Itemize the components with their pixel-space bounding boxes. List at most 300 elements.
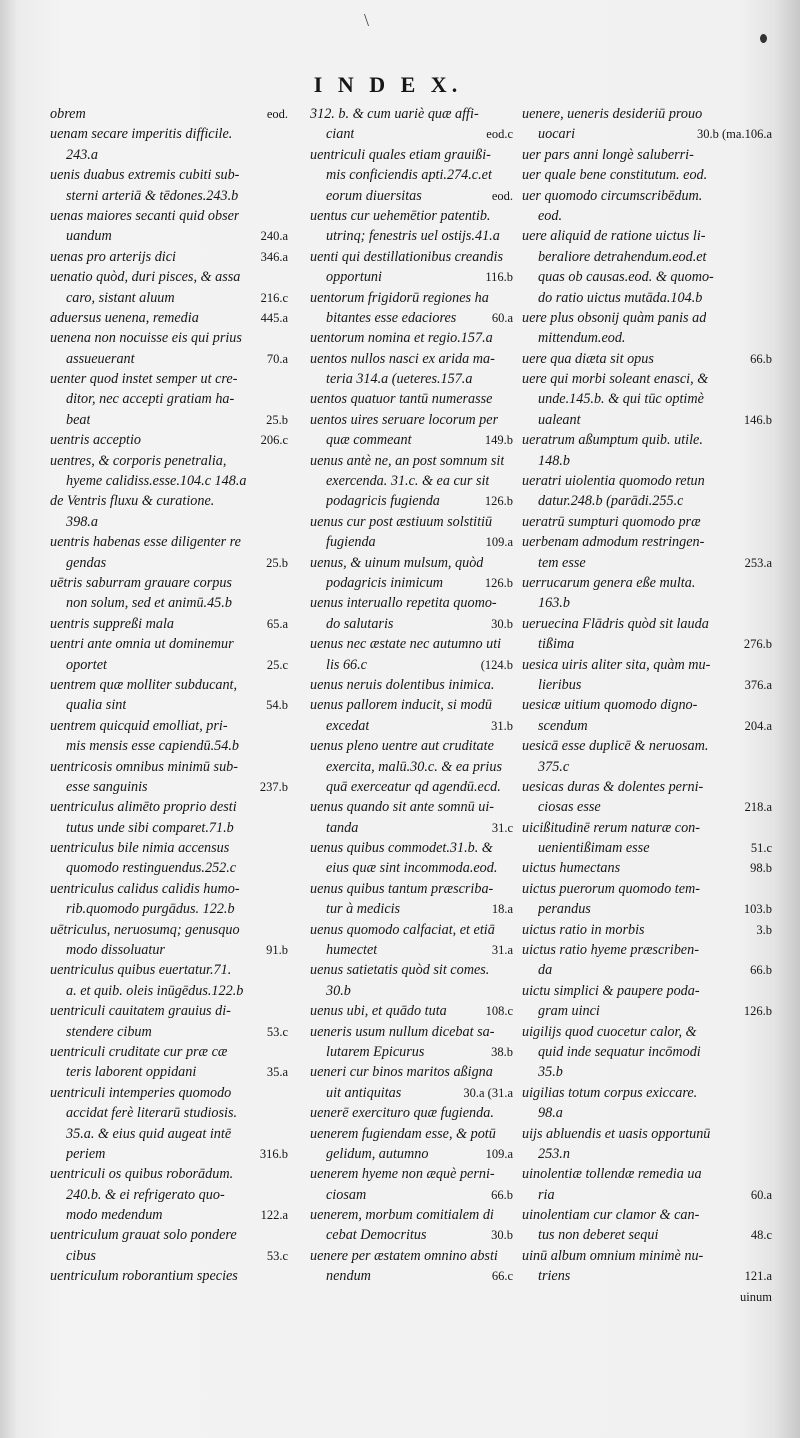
index-column-1: [50, 104, 288, 1287]
index-entry: [522, 512, 772, 532]
index-entry: [522, 349, 772, 369]
entry-text: uenas pro arterijs dici: [50, 248, 176, 265]
ink-spot: [760, 34, 767, 43]
entry-reference: 253.a: [744, 555, 772, 570]
entry-text: modo dissoluatur: [66, 942, 165, 959]
entry-text: quomodo restinguendus.252.c: [66, 860, 237, 877]
entry-text: uenena non nocuisse eis qui prius: [50, 330, 242, 347]
entry-text: stendere cibum: [66, 1023, 152, 1040]
index-entry: [310, 655, 513, 675]
entry-text: uentres, & corporis penetralia,: [50, 452, 227, 469]
index-entry: [522, 165, 772, 185]
entry-text: do ratio uictus mutāda.104.b: [538, 289, 703, 306]
entry-reference: 18.a: [491, 902, 513, 917]
index-entry: [522, 186, 772, 206]
entry-text: uesicas duras & dolentes perni-: [522, 778, 704, 795]
entry-text: uenus cur post æstiuum solstitiū: [310, 513, 493, 530]
entry-reference: eod.c: [486, 127, 513, 142]
entry-text: uentos uires seruare locorum per: [310, 411, 499, 428]
entry-reference: 30.a (31.a: [463, 1085, 513, 1100]
index-entry: [522, 124, 772, 144]
entry-reference: eod.: [266, 107, 288, 121]
index-entry: [50, 1042, 288, 1062]
entry-reference: 91.b: [266, 943, 288, 958]
entry-text: non solum, sed et animū.45.b: [66, 595, 232, 612]
entry-text: 163.b: [538, 595, 570, 612]
entry-text: uentriculum grauat solo pondere: [50, 1227, 237, 1244]
entry-reference: 66.c: [491, 1269, 513, 1284]
index-entry: [310, 1103, 513, 1123]
index-entry: [522, 1246, 772, 1266]
entry-text: uentris habenas esse diligenter re: [50, 534, 241, 551]
index-entry: [310, 288, 513, 308]
index-entry: [522, 634, 772, 654]
index-entry: [50, 1164, 288, 1184]
index-entry: [50, 757, 288, 777]
entry-text: uenerem hyeme non æquè perni-: [310, 1166, 495, 1183]
entry-text: uere aliquid de ratione uictus li-: [522, 228, 706, 245]
entry-text: uictus ratio hyeme præscriben-: [522, 942, 699, 959]
index-entry: [310, 1042, 513, 1062]
entry-text: uicißitudinē rerum naturæ con-: [522, 819, 700, 836]
index-entry: [50, 512, 288, 532]
index-entry: [310, 593, 513, 613]
entry-text: uesicā esse duplicē & neruosam.: [522, 738, 709, 755]
entry-text: uentricosis omnibus minimū sub-: [50, 758, 238, 775]
index-entry: [522, 695, 772, 715]
entry-reference: (124.b: [480, 657, 513, 672]
entry-text: uenus quomodo calfaciat, et etiā: [310, 921, 495, 938]
entry-text: periem: [66, 1145, 106, 1162]
index-entry: [310, 1001, 513, 1021]
entry-text: uenientißimam esse: [538, 840, 650, 857]
index-entry: [50, 288, 288, 308]
index-entry: [50, 308, 288, 328]
entry-reference: 204.a: [744, 718, 772, 733]
entry-text: uenus neruis dolentibus inimica.: [310, 676, 495, 693]
index-entry: [522, 471, 772, 491]
index-entry: [50, 186, 288, 206]
entry-reference: 122.a: [260, 1208, 288, 1223]
entry-text: sterni arteriā & tēdones.243.b: [66, 187, 239, 204]
index-entry: [50, 389, 288, 409]
index-entry: [50, 797, 288, 817]
index-entry: [310, 451, 513, 471]
index-entry: [522, 858, 772, 878]
entry-text: utrinq; fenestris uel ostijs.41.a: [326, 228, 500, 245]
entry-reference: 98.b: [750, 861, 772, 876]
entry-text: uer quomodo circumscribēdum.: [522, 187, 703, 204]
index-entry: [522, 1225, 772, 1245]
index-entry: [310, 736, 513, 756]
index-entry: [522, 981, 772, 1001]
index-entry: [522, 532, 772, 552]
index-entry: [522, 777, 772, 797]
index-entry: [50, 573, 288, 593]
entry-text: lis 66.c: [326, 656, 367, 673]
entry-text: rib.quomodo purgādus. 122.b: [66, 901, 235, 918]
entry-text: ria: [538, 1186, 555, 1203]
index-entry: [522, 1185, 772, 1205]
entry-text: qualia sint: [66, 697, 127, 714]
entry-reference: 31.a: [491, 943, 513, 958]
index-entry: [522, 655, 772, 675]
entry-text: ueratri uiolentia quomodo retun: [522, 473, 705, 490]
index-entry: [310, 675, 513, 695]
entry-text: uenti qui destillationibus creandis: [310, 248, 503, 265]
index-entry: [50, 1083, 288, 1103]
entry-text: uenus quando sit ante somnū ui-: [310, 799, 495, 816]
entry-text: uenere, ueneris desideriū prouo: [522, 106, 703, 122]
entry-text: eorum diuersitas: [326, 187, 422, 204]
entry-text: ciosas esse: [538, 799, 601, 816]
index-entry: [522, 267, 772, 287]
entry-text: uit antiquitas: [326, 1084, 402, 1101]
index-entry: [522, 308, 772, 328]
entry-text: uentriculi intemperies quomodo: [50, 1084, 232, 1101]
index-entry: [50, 471, 288, 491]
index-entry: [50, 593, 288, 613]
entry-reference: 216.c: [260, 290, 288, 305]
entry-reference: 206.c: [260, 433, 288, 448]
entry-text: mittendum.eod.: [538, 330, 626, 347]
entry-text: uenus, & uinum mulsum, quòd: [310, 554, 484, 571]
index-entry: [310, 634, 513, 654]
entry-text: gendas: [66, 554, 107, 571]
entry-text: quid inde sequatur incōmodi: [538, 1043, 701, 1060]
entry-text: 312. b. & cum uariè quæ affi-: [310, 106, 479, 122]
index-entry: [50, 349, 288, 369]
entry-reference: 25.c: [266, 657, 288, 672]
entry-text: fugienda: [326, 534, 376, 551]
index-entry: [310, 1144, 513, 1164]
index-entry: [50, 920, 288, 940]
index-entry: [50, 614, 288, 634]
index-entry: [310, 532, 513, 552]
index-entry: [50, 1266, 288, 1286]
entry-text: do salutaris: [326, 615, 394, 632]
index-entry: [50, 430, 288, 450]
entry-text: beat: [66, 411, 91, 428]
index-entry: [522, 818, 772, 838]
index-entry: [522, 1062, 772, 1082]
index-entry: [50, 267, 288, 287]
entry-text: uenatio quòd, duri pisces, & assa: [50, 269, 241, 286]
entry-reference: 146.b: [743, 412, 772, 427]
entry-text: aduersus uenena, remedia: [50, 309, 199, 326]
entry-text: uentriculus alimēto proprio desti: [50, 799, 237, 816]
entry-reference: 149.b: [484, 433, 513, 448]
entry-reference: 445.a: [260, 310, 288, 325]
index-entry: [50, 328, 288, 348]
index-entry: [50, 1103, 288, 1123]
index-entry: [50, 1001, 288, 1021]
index-entry: [50, 491, 288, 511]
index-entry: [522, 675, 772, 695]
entry-text: ciant: [326, 126, 355, 143]
entry-text: bitantes esse edaciores: [326, 309, 457, 326]
index-entry: [522, 389, 772, 409]
entry-text: 35.b: [538, 1064, 563, 1081]
index-entry: [310, 1246, 513, 1266]
index-entry: [310, 1266, 513, 1286]
index-entry: [522, 797, 772, 817]
page-title: I N D E X.: [313, 72, 463, 97]
index-entry: [310, 614, 513, 634]
entry-reference: 31.c: [491, 820, 513, 835]
index-entry: [522, 899, 772, 919]
entry-text: uenus satietatis quòd sit comes.: [310, 962, 490, 979]
entry-text: uandum: [66, 228, 112, 245]
entry-text: accidat ferè literarū studiosis.: [66, 1105, 238, 1122]
index-entry: [310, 471, 513, 491]
index-entry: [310, 512, 513, 532]
entry-reference: 116.b: [485, 270, 513, 285]
entry-reference: 51.c: [750, 841, 772, 856]
entry-reference: 126.b: [484, 575, 513, 590]
entry-reference: 25.b: [266, 555, 288, 570]
index-entry: [50, 777, 288, 797]
entry-reference: 218.a: [744, 800, 772, 815]
entry-text: uentris acceptio: [50, 432, 142, 449]
entry-text: uinolentiam cur clamor & can-: [522, 1207, 700, 1224]
entry-text: uentriculi quales etiam grauißi-: [310, 146, 491, 163]
index-entry: [522, 247, 772, 267]
entry-reference: 48.c: [750, 1228, 772, 1243]
entry-text: uer pars anni longè saluberri-: [522, 146, 694, 163]
entry-reference: 54.b: [266, 698, 288, 713]
entry-reference: 30.b: [491, 1228, 513, 1243]
index-entry: [50, 410, 288, 430]
entry-text: unde.145.b. & qui tūc optimè: [538, 391, 704, 408]
entry-text: uenus ubi, et quādo tuta: [310, 1003, 447, 1020]
entry-text: uenus quibus commodet.31.b. &: [310, 840, 493, 857]
index-entry: [50, 960, 288, 980]
entry-text: a. et quib. oleis inūgēdus.122.b: [66, 982, 244, 999]
entry-text: podagricis fugienda: [326, 493, 440, 510]
entry-text: lieribus: [538, 676, 582, 693]
index-entry: [50, 818, 288, 838]
entry-text: uere plus obsonij quàm panis ad: [522, 309, 707, 326]
entry-reference: 346.a: [260, 249, 288, 264]
entry-text: uenere per æstatem omnino absti: [310, 1247, 498, 1264]
index-entry: [50, 1144, 288, 1164]
entry-text: quas ob causas.eod. & quomo-: [538, 269, 714, 286]
entry-text: ueneris usum nullum dicebat sa-: [310, 1023, 495, 1040]
entry-text: uentos nullos nasci ex arida ma-: [310, 350, 495, 367]
entry-text: 148.b: [538, 452, 570, 469]
index-entry: [522, 940, 772, 960]
entry-text: 398.a: [66, 513, 98, 530]
index-entry: [522, 430, 772, 450]
index-entry: [522, 716, 772, 736]
entry-text: uocari: [538, 126, 576, 143]
entry-reference: 3.b: [756, 922, 772, 937]
index-entry: [310, 1062, 513, 1082]
entry-text: tißima: [538, 636, 575, 653]
entry-text: uētriculus, neruosumq; genusquo: [50, 921, 240, 938]
entry-reference: 25.b: [266, 412, 288, 427]
entry-reference: 108.c: [485, 1004, 513, 1019]
entry-text: esse sanguinis: [66, 778, 148, 795]
index-entry: [310, 186, 513, 206]
index-entry: [522, 1144, 772, 1164]
index-entry: [310, 940, 513, 960]
index-entry: [50, 369, 288, 389]
entry-text: ueratrū sumpturi quomodo præ: [522, 513, 701, 530]
entry-text: uerbenam admodum restringen-: [522, 534, 705, 551]
entry-text: uigilias totum corpus exiccare.: [522, 1084, 698, 1101]
entry-text: 375.c: [538, 758, 570, 775]
index-entry: [50, 899, 288, 919]
entry-text: oportet: [66, 656, 107, 673]
entry-reference: 70.a: [266, 351, 288, 366]
entry-reference: 65.a: [266, 616, 288, 631]
index-entry: [50, 1022, 288, 1042]
entry-text: uenam secare imperitis difficile.: [50, 126, 233, 143]
entry-reference: 237.b: [259, 779, 288, 794]
index-entry: [310, 491, 513, 511]
index-entry: [522, 104, 772, 124]
entry-reference: 376.a: [744, 677, 772, 692]
index-entry: [522, 553, 772, 573]
index-entry: [310, 430, 513, 450]
index-entry: [522, 960, 772, 980]
entry-text: uenus interuallo repetita quomo-: [310, 595, 497, 612]
entry-text: de Ventris fluxu & curatione.: [50, 493, 215, 510]
index-entry: [50, 940, 288, 960]
index-entry: [522, 1164, 772, 1184]
entry-text: uictus puerorum quomodo tem-: [522, 880, 700, 897]
entry-text: exercita, malū.30.c. & ea prius: [326, 758, 502, 775]
index-entry: [50, 1124, 288, 1144]
entry-text: tur à medicis: [326, 901, 401, 918]
index-entry: [522, 838, 772, 858]
entry-text: da: [538, 962, 553, 979]
index-entry: [310, 104, 513, 124]
index-entry: [50, 226, 288, 246]
entry-text: 98.a: [538, 1105, 563, 1122]
entry-reference: uinum: [740, 1289, 772, 1304]
entry-reference: 66.b: [491, 1187, 513, 1202]
page-mark: \: [364, 10, 370, 30]
index-entry: [50, 838, 288, 858]
entry-text: teris laborent oppidani: [66, 1064, 197, 1081]
index-entry: [50, 675, 288, 695]
index-entry: [522, 1266, 772, 1286]
index-entry: [522, 1287, 772, 1307]
index-entry: [50, 736, 288, 756]
index-entry: [522, 1022, 772, 1042]
entry-text: uenus antè ne, an post somnum sit: [310, 452, 505, 469]
index-entry: [522, 328, 772, 348]
entry-text: teria 314.a (ueteres.157.a: [326, 371, 473, 388]
entry-text: perandus: [538, 901, 591, 918]
entry-text: cebat Democritus: [326, 1227, 427, 1244]
entry-text: uigilijs quod cuocetur calor, &: [522, 1023, 697, 1040]
entry-text: ciosam: [326, 1186, 367, 1203]
index-entry: [310, 553, 513, 573]
entry-text: uictus humectans: [522, 860, 621, 877]
entry-text: tem esse: [538, 554, 586, 571]
index-entry: [522, 369, 772, 389]
entry-text: uesica uiris aliter sita, quàm mu-: [522, 656, 711, 673]
index-entry: [310, 960, 513, 980]
entry-reference: 35.a: [266, 1065, 288, 1080]
entry-text: 35.a. & eius quid augeat intē: [66, 1125, 232, 1142]
index-entry: [50, 981, 288, 1001]
index-entry: [310, 858, 513, 878]
entry-text: humectet: [326, 942, 378, 959]
entry-reference: 316.b: [259, 1146, 288, 1161]
index-entry: [522, 1124, 772, 1144]
index-entry: [310, 573, 513, 593]
index-entry: [522, 451, 772, 471]
entry-text: tutus unde sibi comparet.71.b: [66, 819, 234, 836]
entry-reference: 109.a: [485, 535, 513, 550]
entry-text: uentrem quicquid emolliat, pri-: [50, 717, 228, 734]
entry-text: uentriculi cauitatem grauius di-: [50, 1003, 231, 1020]
entry-text: uenis duabus extremis cubiti sub-: [50, 167, 240, 184]
entry-text: uentriculum roborantium species: [50, 1268, 238, 1285]
entry-reference: 60.a: [491, 310, 513, 325]
index-entry: [50, 553, 288, 573]
index-entry: [310, 695, 513, 715]
entry-text: excedat: [326, 717, 370, 734]
entry-text: eius quæ sint incommoda.eod.: [326, 860, 498, 877]
index-entry: [310, 206, 513, 226]
entry-text: uijs abluendis et uasis opportunū: [522, 1125, 711, 1142]
index-entry: [310, 818, 513, 838]
entry-text: uenerem, morbum comitialem di: [310, 1207, 494, 1224]
entry-text: uētris saburram grauare corpus: [50, 574, 232, 591]
index-entry: [522, 593, 772, 613]
entry-reference: 240.a: [260, 229, 288, 244]
index-entry: [310, 267, 513, 287]
entry-text: datur.248.b (parādi.255.c: [538, 493, 684, 510]
index-entry: [50, 451, 288, 471]
index-entry: [522, 288, 772, 308]
entry-text: uenus pallorem inducit, si modū: [310, 697, 492, 714]
index-entry: [310, 838, 513, 858]
entry-text: uentri ante omnia ut dominemur: [50, 636, 234, 653]
entry-text: uesicæ uitium quomodo digno-: [522, 697, 698, 714]
entry-text: hyeme calidiss.esse.104.c 148.a: [66, 473, 247, 490]
entry-text: lutarem Epicurus: [326, 1043, 425, 1060]
index-entry: [310, 1164, 513, 1184]
entry-text: uictu simplici & paupere poda-: [522, 982, 700, 999]
entry-text: obrem: [50, 106, 86, 122]
entry-text: assueuerant: [66, 350, 135, 367]
entry-text: modo medendum: [66, 1207, 163, 1224]
entry-text: uentriculi cruditate cur præ cæ: [50, 1043, 228, 1060]
entry-text: nendum: [326, 1268, 371, 1285]
index-entry: [50, 858, 288, 878]
index-entry: [50, 695, 288, 715]
entry-text: beraliore detrahendum.eod.et: [538, 248, 707, 265]
entry-text: triens: [538, 1268, 571, 1285]
entry-text: uentriculus bile nimia accensus: [50, 840, 230, 857]
index-entry: [522, 879, 772, 899]
index-entry: [310, 1022, 513, 1042]
entry-text: uentrem quæ molliter subducant,: [50, 676, 238, 693]
index-entry: [50, 206, 288, 226]
entry-text: cibus: [66, 1247, 96, 1264]
entry-text: ualeant: [538, 411, 581, 428]
entry-reference: 31.b: [491, 718, 513, 733]
index-column-3: [522, 104, 772, 1307]
index-entry: [310, 389, 513, 409]
